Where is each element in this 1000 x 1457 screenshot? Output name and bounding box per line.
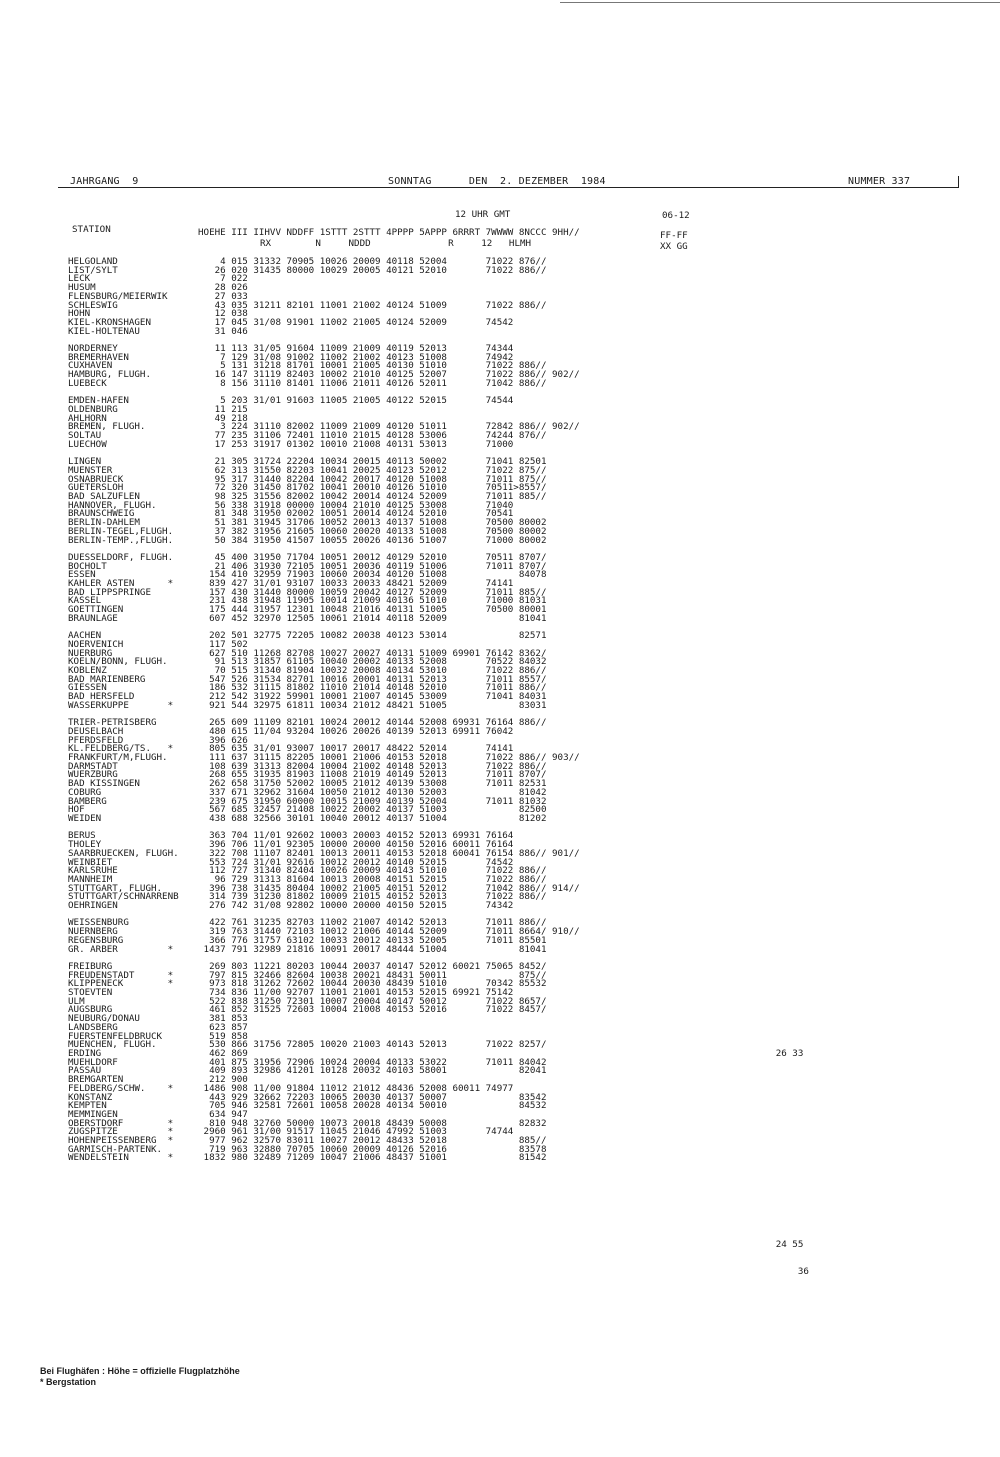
- period-header: 06-12: [662, 210, 690, 221]
- observation-codes: 4 015 31332 70905 10026 20009 40118 52004 71022 876// 26 020 31435 80000 10029 20005 40121 52010 71022 886// 7 022 28 026 27 033 43 035 31211 82101 11001 21002 40124 51009 71022 886// 12 038 17 045 31/08 91901 11002 21005 40124 52009 74542 31 046 11 113 31/05 91604 11009 21009 40119 52013 74344 7 129 31/08 91002 11002 21002 40123 51008 74942 5 131 31218 81701 10001 21005 40130 51010 71022 886// 16 147 31119 82403 10002 21010 40125 52007 71022 886// 902// 8 156 31110 81401 11006 21011 40126 52011 71042 886// 5 203 31/01 91603 11005 21005 40122 52015 74544 11 215 49 218 3 224 31110 82002 11009 21009 40120 51011 72842 886// 902// 77 235 31106 72401 11010 21015 40128 53006 74244 876// 17 253 31917 01302 10010 21008 40131 53013 71000 21 305 31724 22204 10034 20015 40113 50002 71041 82501 62 313 31550 82203 10041 20025 40123 52012 71022 875// 95 317 31440 82204 10042 20017 40120 51008 71011 875// 72 320 31450 81702 10041 20010 40126 51010 70511>8557/ 98 325 31556 82002 10042 20014 40124 52009 71011 885// 56 338 31918 00000 10004 21010 40125 53008 71040 81 348 31950 02002 10051 20014 40124 52010 70541 51 381 31945 31706 10052 20013 40137 51008 70500 80002 37 382 31956 21605 10060 20020 40133 51008 70500 80002 50 384 31950 41507 10055 20026 40136 51007 71000 80002 45 400 31950 71704 10051 20012 40129 52010 70511 8707/ 21 406 31930 72105 10051 20036 40119 51006 71011 8707/ 154 410 32959 71903 10060 20034 40120 51008 84078 839 427 31/01 93107 10033 20033 48421 52009 74141 157 430 31440 80000 10059 20042 40127 52009 71011 885// 231 438 31948 11905 10014 21009 40136 51010 71000 81031 175 444 31957 12301 10048 21016 40131 51005 70500 80001 607 452 32970 12505 10061 21014 40118 52009 81041 202 501 32775 72205 10082 20038 40123 53014 82571 117 502 627 510 11268 82708 10027 20027 40131 51009 69901 76142 8362/ 91 513 31857 61105 10040 20002 40133 52008 70522 84032 70 515 31340 81904 10032 20008 40134 53010 71022 886// 547 526 31534 82701 10016 20001 40131 52013 71011 8557/ 186 532 31115 81802 11010 21014 40148 52010 71011 886// 212 542 31922 59901 10001 21007 40145 53009 71041 84031 921 544 32975 61811 10034 21012 48421 51005 83031 265 609 11109 82101 10024 20012 40144 52008 69931 76164 886// 480 615 11/04 93204 10026 20026 40139 52013 69911 76042 396 626 805 635 31/01 93007 10017 20017 48422 52014 74141 111 637 31115 82205 10001 21006 40153 52018 71022 886// 903// 108 639 31313 82004 10004 21002 40148 52013 71022 886// 268 655 31935 81903 11008 21019 40149 52013 71011 8707/ 262 658 31750 52002 10005 21012 40139 53008 71011 82531 337 671 32962 31604 10050 21012 40130 52003 81042 239 675 31950 60000 10015 21009 40139 52004 71011 81032 567 685 32457 21408 10022 20002 40137 51003 82500 438 688 32566 30101 10040 20012 40137 51004 81202 363 704 11/01 92602 10003 20003 40152 52013 69931 76164 396 706 11/01 92305 10000 20000 40150 52016 60011 76164 322 708 11107 82401 10013 20011 40153 52018 60041 76154 886// 901// 553 724 31/01 92616 10012 20012 40140 52015 74542 112 727 31340 82404 10026 20009 40143 51010 71022 886// 96 729 31313 81604 10013 20008 40151 52015 71022 886// 396 738 31435 80404 10002 21005 40151 52012 71042 886// 914// 314 739 31230 81802 10009 21015 40152 52013 71022 886// 276 742 31/08 92802 10000 20000 40150 52015 74342 422 761 31235 82703 11002 21007 40142 52013 71011 886// 319 763 31440 72103 10012 21006 40144 52009 71011 8664/ 910// 366 776 31757 63102 10033 20012 40133 52005 71011 85501 1437 791 32989 21816 10091 20017 48444 51004 81041 269 803 11221 80203 10044 20037 40147 52012 60021 75065 8452/ 797 815 32466 82604 10038 20021 48431 50011 875// 973 818 31262 72602 10044 20030 48439 51010 70342 85532 734 836 11/00 92707 11001 21001 40153 52015 69921 75142 522 838 31250 72301 10007 20004 40147 50012 71022 8657/ 461 852 31525 72603 10004 21008 40153 52016 71022 8457/ 381 853 623 857 519 858 530 866 31756 72805 10020 21003 40143 52013 71022 8257/ 462 869 401 875 31956 72906 10024 20004 40133 53022 71011 84042 409 893 32986 41201 10128 20032 40103 58001 82041 212 900 1486 908 11/00 91804 11012 21012 48436 52008 60011 74977 443 929 32662 72203 10065 20030 40137 50007 83542 705 946 32581 72601 10058 20028 40134 50010 84532 634 947 810 948 32760 50000 10073 20018 48439 50008 82832 2960 961 31/00 91517 11045 21046 47992 51003 74744 977 962 32570 83011 10027 20012 48433 52018 885// 719 963 32880 70705 10060 20009 40126 52016 83578 1832 980 32489 71209 10047 21006 48437 51001 81542: [203, 256, 580, 1164]
- wind-header-2: XX GG: [660, 241, 688, 252]
- code-header-row1: HOEHE III IIHVV NDDFF 1STTT 2STTT 4PPPP 5APPP 6RRRT 7WWWW 8NCCC 9HH//: [198, 227, 580, 238]
- wind-gust-column: 26 33 24 55 36: [775, 1047, 809, 1277]
- code-header-row2: RX N NDDD R 12 HLMH: [260, 238, 532, 249]
- footnote-mountain-station: * Bergstation: [40, 1377, 97, 1387]
- jahrgang-label: JAHRGANG 9: [70, 176, 139, 187]
- date-label: SONNTAG DEN 2. DEZEMBER 1984: [388, 176, 606, 187]
- top-rule: [560, 2, 1000, 3]
- station-header: STATION: [72, 224, 111, 235]
- footnote-airport-height: Bei Flughäfen : Höhe = offizielle Flugplatzhöhe: [40, 1366, 240, 1376]
- time-header: 12 UHR GMT: [455, 209, 511, 220]
- header-rule: [58, 187, 958, 188]
- station-list: HELGOLAND LIST/SYLT LECK HUSUM FLENSBURG/MEIERWIK SCHLESWIG HOHN KIEL-KRONSHAGEN KIEL-HOLTENAU NORDERNEY BREMERHAVEN CUXHAVEN HAMBURG, FLUGH. LUEBECK EMDEN-HAFEN OLDENBURG AHLHORN BREMEN, FLUGH. SOLTAU LUECHOW LINGEN MUENSTER OSNABRUECK GUETERSLOH BAD SALZUFLEN HANNOVER, FLUGH. BRAUNSCHWEIG BERLIN-DAHLEM BERLIN-TEGEL,FLUGH. BERLIN-TEMP.,FLUGH. DUESSELDORF, FLUGH. BOCHOLT ESSEN KAHLER ASTEN * BAD LIPPSPRINGE KASSEL GOETTINGEN BRAUNLAGE AACHEN NOERVENICH NUERBURG KOELN/BONN, FLUGH. KOBLENZ BAD MARIENBERG GIESSEN BAD HERSFELD WASSERKUPPE * TRIER-PETRISBERG DEUSELBACH PFERDSFELD KL.FELDBERG/TS. * FRANKFURT/M,FLUGH. DARMSTADT WUERZBURG BAD KISSINGEN COBURG BAMBERG HOF WEIDEN BERUS THOLEY SAARBRUECKEN, FLUGH. WEINBIET KARLSRUHE MANNHEIM STUTTGART, FLUGH. STUTTGART/SCHNARRENB OEHRINGEN WEISSENBURG NUERNBERG REGENSBURG GR. ARBER * FREIBURG FREUDENSTADT * KLIPPENECK * STOEVTEN ULM AUGSBURG NEUBURG/DONAU LANDSBERG FUERSTENFELDBRUCK MUENCHEN, FLUGH. ERDING MUEHLDORF PASSAU BREMGARTEN FELDBERG/SCHW. * KONSTANZ KEMPTEN MEMMINGEN OBERSTDORF * ZUGSPITZE * HOHENPEISSENBERG * GARMISCH-PARTENK. WENDELSTEIN *: [68, 256, 179, 1164]
- header-rule-corner: [958, 176, 959, 188]
- issue-number: NUMMER 337: [848, 176, 911, 187]
- wind-header-1: FF-FF: [660, 230, 688, 241]
